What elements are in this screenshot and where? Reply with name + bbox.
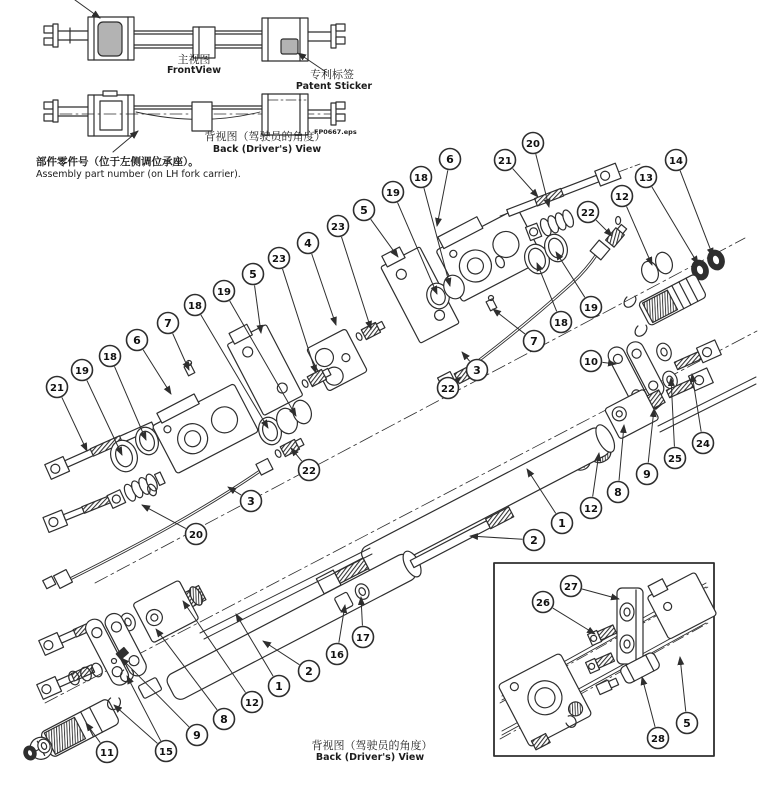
- cylinder-body-6-left: [148, 375, 259, 473]
- callout-6: [437, 149, 461, 227]
- callout-leader: [371, 219, 398, 257]
- callout-number: 7: [530, 334, 538, 348]
- inset-pin-27: [617, 588, 643, 664]
- front-left-pin-a: [44, 26, 53, 33]
- callout-leader: [493, 309, 525, 334]
- callout-number: 21: [50, 382, 64, 394]
- callout-number: 3: [247, 494, 255, 508]
- callout-leader: [283, 269, 316, 373]
- bottom-view-label-zh: 背视图（驾驶员的角度）: [311, 739, 433, 752]
- spring-20-left: [106, 469, 166, 510]
- callout-number: 18: [414, 172, 428, 184]
- patent-sticker-label-en: Patent Sticker: [295, 81, 373, 92]
- callout-leader: [513, 169, 538, 197]
- callout-number: 15: [159, 746, 173, 758]
- callout-number: 12: [245, 697, 259, 709]
- callout-leader: [437, 170, 448, 226]
- callout-number: 27: [564, 581, 578, 593]
- callout-number: 1: [558, 516, 566, 530]
- bolt-24-right-a: [673, 340, 722, 373]
- callout-number: 26: [536, 597, 550, 609]
- callout-number: 12: [584, 503, 598, 515]
- front-left-clevis: [53, 24, 58, 47]
- fitting-23-upper: [355, 320, 386, 343]
- orings-12-right: [639, 250, 676, 285]
- callout-number: 19: [75, 365, 89, 377]
- callout-number: 8: [614, 485, 622, 499]
- callout-number: 18: [554, 317, 568, 329]
- callout-7: [158, 313, 190, 371]
- callout-number: 22: [581, 207, 595, 219]
- callout-number: 23: [272, 253, 286, 265]
- callout-19: [556, 252, 602, 318]
- file-ref-label: FP0667.eps: [314, 128, 357, 136]
- callout-leader: [115, 367, 146, 440]
- front-left-shaft: [58, 28, 88, 43]
- callout-number: 18: [103, 351, 117, 363]
- bottom-view-label-en: Back (Driver's) View: [315, 752, 425, 763]
- front-left-pin-b: [44, 38, 53, 45]
- callout-4: [298, 233, 337, 326]
- callout-leader: [142, 505, 186, 529]
- callout-number: 12: [615, 191, 629, 203]
- callout-number: 2: [305, 664, 313, 678]
- callout-number: 9: [193, 728, 201, 742]
- plug-7-right: [486, 296, 497, 311]
- patent-sticker-left: [98, 22, 122, 56]
- callout-number: 20: [526, 138, 540, 150]
- callout-number: 5: [360, 203, 368, 217]
- callout-number: 9: [643, 467, 651, 481]
- callout-number: 6: [446, 152, 454, 166]
- callout-number: 19: [217, 286, 231, 298]
- callout-leader: [62, 397, 87, 451]
- front-right-shaft: [308, 32, 331, 41]
- bolt-21-left-b: [43, 491, 116, 533]
- callout-number: 13: [639, 172, 653, 184]
- callout-18: [100, 346, 147, 441]
- fitting-22-top-right: [600, 214, 632, 247]
- callout-leader: [462, 352, 470, 361]
- callout-leader: [173, 333, 189, 370]
- callout-21: [47, 377, 88, 452]
- callout-number: 28: [651, 733, 665, 745]
- callout-number: 3: [473, 363, 481, 377]
- callout-number: 1: [275, 679, 283, 693]
- callout-number: 24: [696, 438, 710, 450]
- callout-number: 11: [100, 747, 114, 759]
- callout-leader: [596, 220, 612, 236]
- callout-number: 17: [356, 632, 370, 644]
- callout-6: [127, 330, 172, 395]
- callout-21: [495, 150, 539, 198]
- callout-number: 19: [584, 302, 598, 314]
- callout-number: 18: [188, 300, 202, 312]
- snap-clip-right-a: [622, 292, 639, 309]
- callout-number: 14: [669, 155, 683, 167]
- callout-number: 2: [530, 533, 538, 547]
- callout-leader: [627, 207, 652, 265]
- callout-3: [228, 487, 262, 512]
- callout-leader: [342, 237, 371, 329]
- callout-number: 8: [220, 712, 228, 726]
- front-view-label-en: FrontView: [166, 65, 222, 76]
- callout-number: 22: [302, 465, 316, 477]
- callout-leader: [143, 350, 171, 394]
- front-view-label-zh: 主视图: [177, 53, 211, 66]
- back-view-label-zh: 背视图（驾驶员的角度）: [204, 130, 326, 143]
- snap-clip-right-b: [633, 321, 650, 338]
- callout-number: 4: [304, 236, 312, 250]
- callout-5: [243, 264, 264, 334]
- callout-leader: [470, 536, 523, 539]
- callout-number: 16: [330, 649, 344, 661]
- patent-sticker-label-zh: 专利标签: [310, 68, 354, 81]
- callout-number: 10: [584, 356, 598, 368]
- callout-number: 6: [133, 333, 141, 347]
- callout-number: 20: [189, 529, 203, 541]
- callout-number: 22: [441, 383, 455, 395]
- patent-leader-top: [75, 0, 100, 18]
- assembly-note-zh: 部件零件号（位于左侧调位承座）。: [36, 156, 199, 168]
- callout-number: 7: [164, 316, 172, 330]
- callout-22: [291, 448, 320, 481]
- patent-sticker-right: [281, 39, 298, 54]
- callout-number: 25: [668, 453, 682, 465]
- callout-number: 5: [683, 716, 691, 730]
- callout-number: 19: [386, 187, 400, 199]
- callout-5: [354, 200, 399, 258]
- callout-22: [438, 377, 462, 399]
- callout-number: 5: [249, 267, 257, 281]
- callout-23: [328, 216, 372, 330]
- callout-number: 23: [331, 221, 345, 233]
- callout-leader: [114, 705, 157, 743]
- callout-number: 21: [498, 155, 512, 167]
- callout-leader: [255, 285, 261, 333]
- callout-22: [578, 202, 613, 237]
- callout-14: [666, 150, 714, 257]
- back-view-label-en: Back (Driver's) View: [212, 144, 322, 155]
- callout-12: [612, 186, 653, 266]
- assembly-note-en: Assembly part number (on LH fork carrier).: [36, 169, 241, 180]
- callout-2: [263, 641, 320, 682]
- back-center-block: [192, 102, 212, 131]
- callout-leader: [312, 254, 336, 325]
- front-right-clevis: [331, 25, 336, 48]
